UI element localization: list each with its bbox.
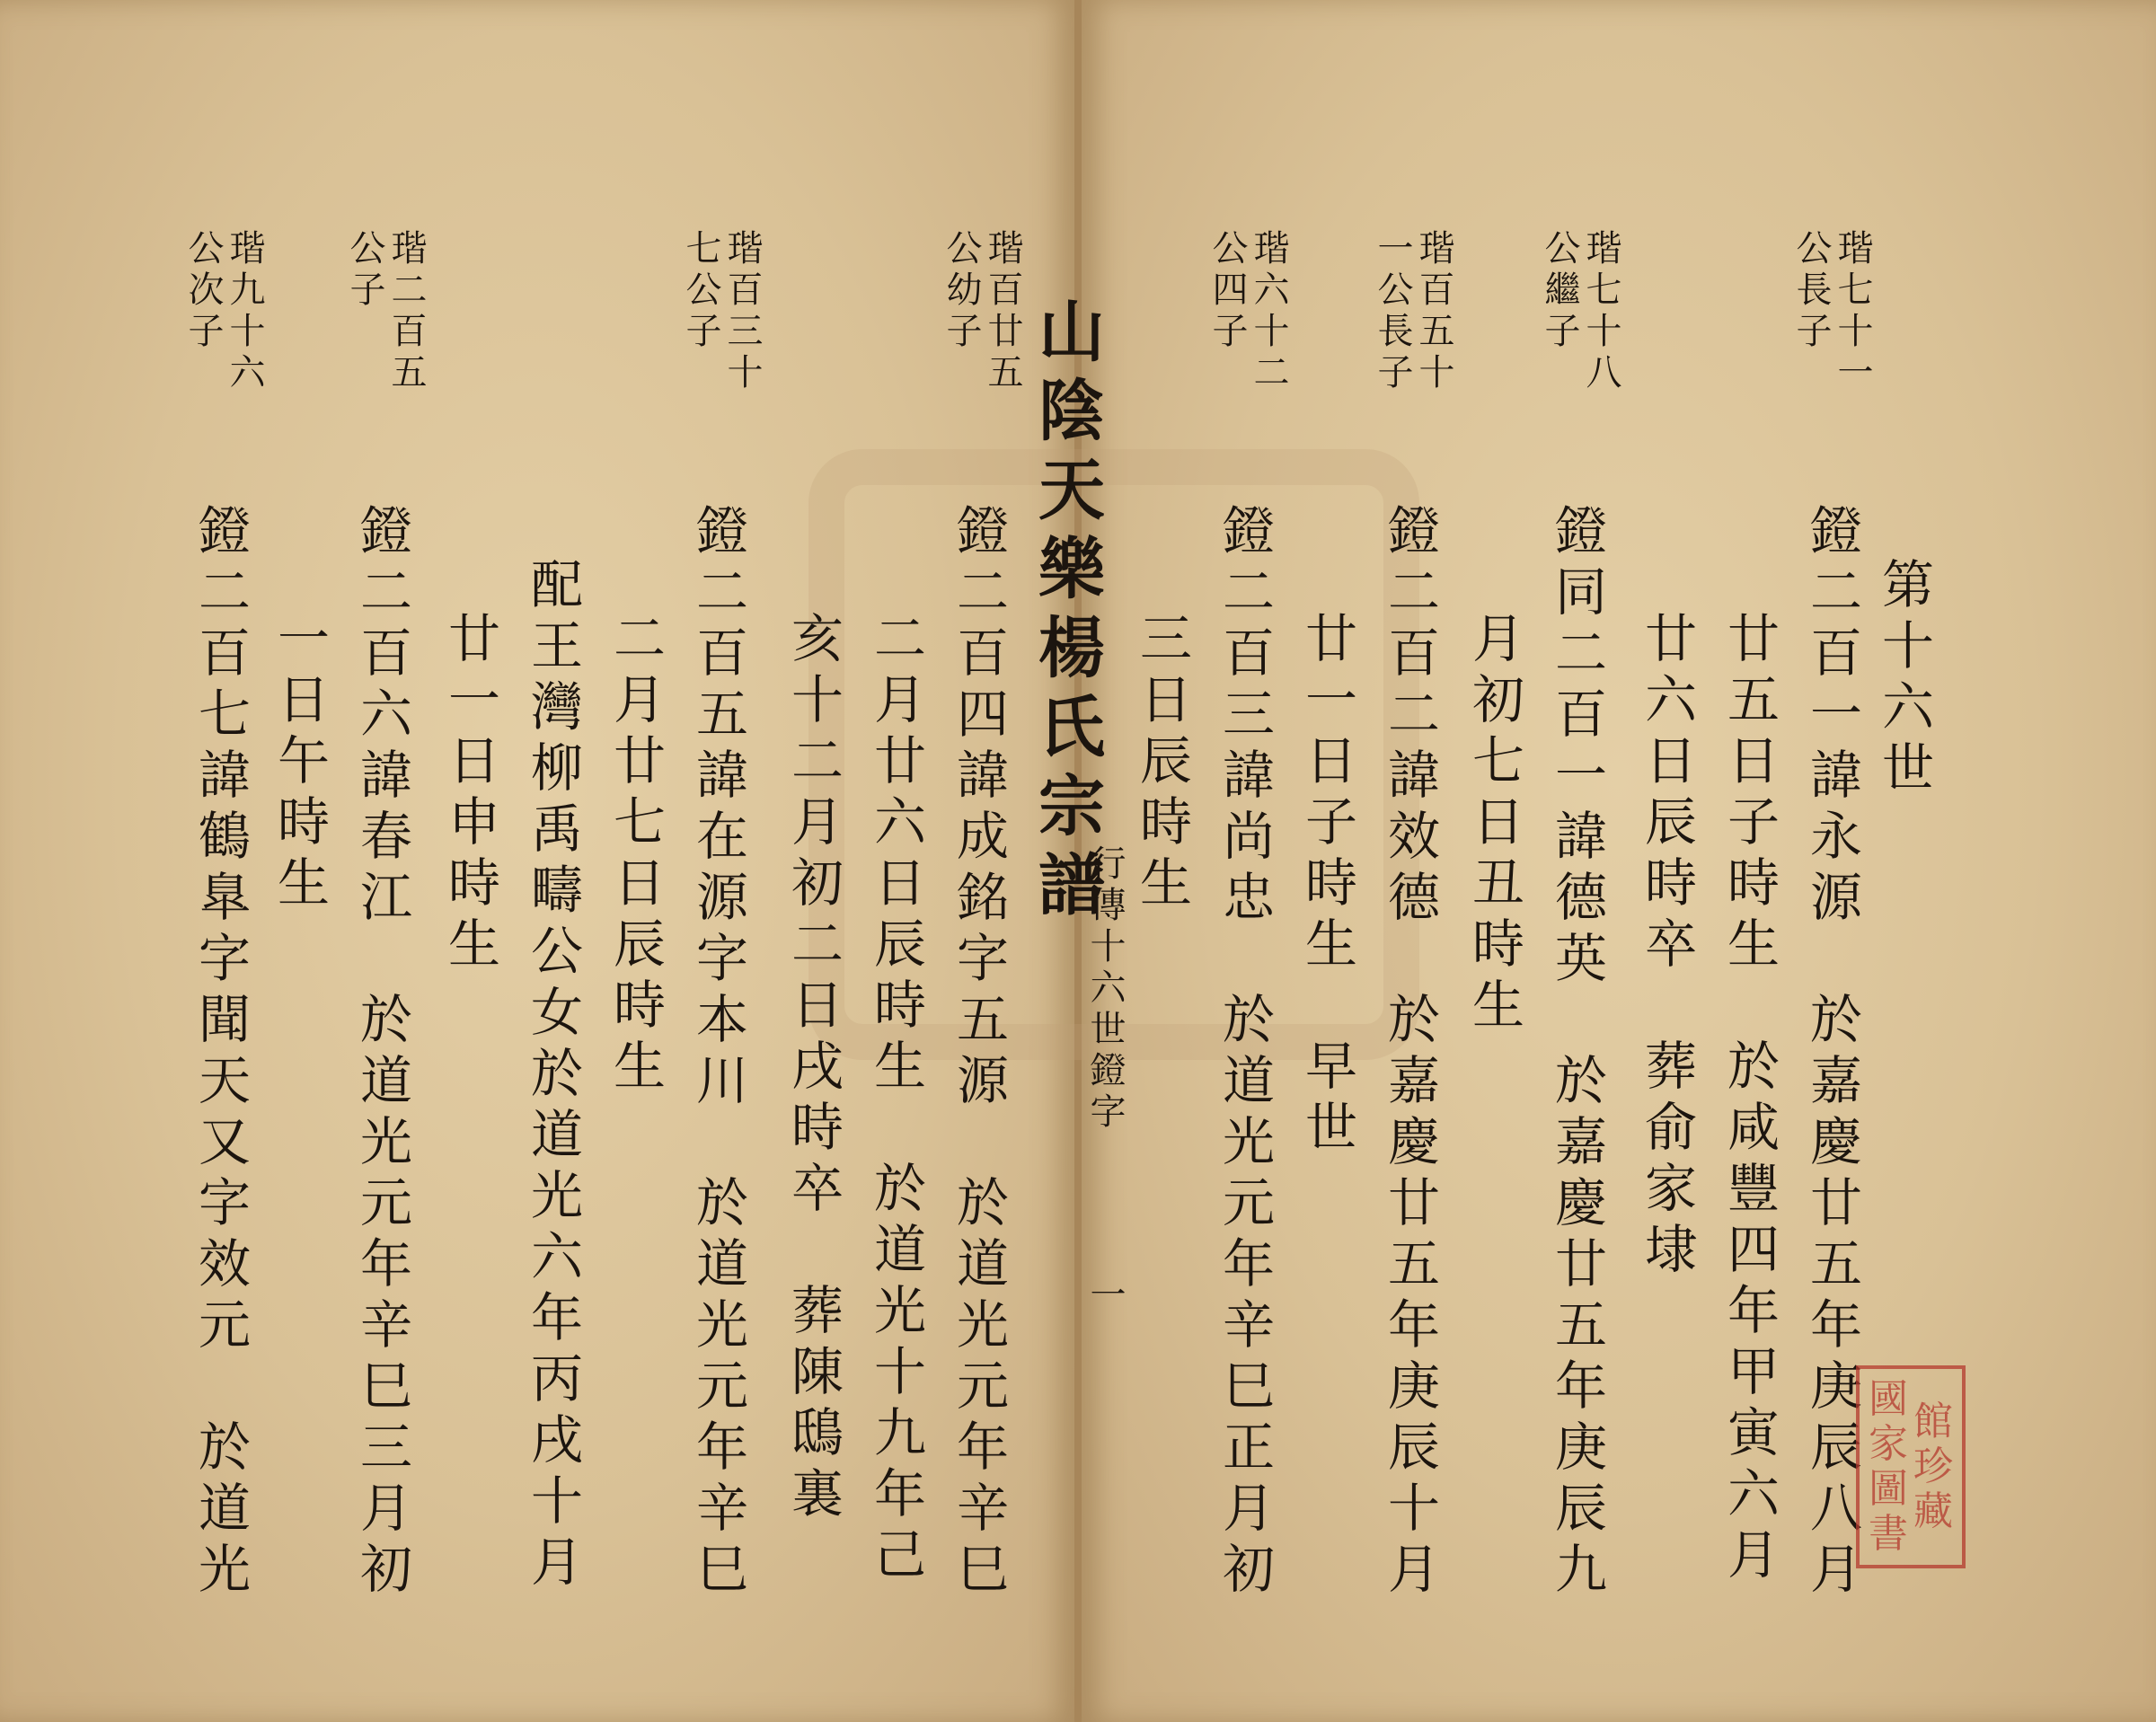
entry-line: 廿六日辰時卒 葬俞家埭 [1636,611,1697,1283]
entry-line: 一日午時生 [269,611,330,916]
seal-glyph: 珍 [1913,1444,1953,1489]
entry-main: 鐙二百三諱尚忠 於道光元年辛巳正月初 [1214,503,1275,1603]
entry-note: 瑎二百五 公子 [344,229,427,394]
entry-main: 鐙二百一諱永源 於嘉慶廿五年庚辰八月 [1801,503,1862,1603]
seal-glyph: 家 [1869,1421,1908,1467]
seal-glyph: 圖 [1869,1466,1908,1512]
entry-main: 鐙二百六諱春江 於道光元年辛巳三月初 [351,503,412,1603]
entry-line: 配王灣柳禹疇公女於道光六年丙戌十月 [522,557,583,1595]
entry-note: 瑎七十八 公繼子 [1539,229,1621,394]
entry-line: 二月廿七日辰時生 [605,611,666,1099]
entry-line: 亥十二月初二日戌時卒 葬陳鴟裏 [782,611,844,1527]
entry-main: 鐙二百二諱效德 於嘉慶廿五年庚辰十月 [1379,503,1440,1603]
entry-main: 鐙二百七諱鶴臯字聞天又字效元 於道光 [190,503,251,1603]
page-number: 一 [1084,1276,1126,1317]
library-seal-stamp [1856,1365,1966,1568]
entry-line: 廿一日申時生 [439,611,500,977]
entry-line: 二月廿六日辰時生 於道光十九年己 [865,611,926,1588]
margin-label: 行傳十六世鐙字 [1084,844,1126,1134]
entry-line: 廿一日子時生 早世 [1296,611,1357,1161]
entry-line: 月初七日丑時生 [1463,611,1524,1038]
entry-note: 瑎百三十 七公子 [680,229,763,394]
entry-line: 廿五日子時生 於咸豐四年甲寅六月 [1719,611,1780,1588]
entry-main: 鐙同二百一諱德英 於嘉慶廿五年庚辰九 [1546,503,1607,1603]
entry-note: 瑎六十二 公四子 [1206,229,1289,394]
entry-line: 三日辰時生 [1131,611,1192,916]
seal-glyph: 館 [1913,1399,1953,1444]
entry-note: 瑎百五十 一公長子 [1372,229,1454,394]
page-title: 山陰天樂楊氏宗譜 [1028,296,1105,929]
entry-note: 瑎七十一 公長子 [1790,229,1873,394]
entry-note: 瑎百廿五 公幼子 [941,229,1023,394]
seal-glyph: 藏 [1913,1488,1953,1534]
generation-heading: 第十六世 [1873,557,1934,801]
entry-main: 鐙二百四諱成銘字五源 於道光元年辛巳 [948,503,1009,1603]
entry-note: 瑎九十六 公次子 [182,229,265,394]
seal-glyph: 國 [1869,1376,1908,1422]
entry-main: 鐙二百五諱在源字本川 於道光元年辛巳 [687,503,748,1603]
seal-glyph: 書 [1869,1511,1908,1557]
